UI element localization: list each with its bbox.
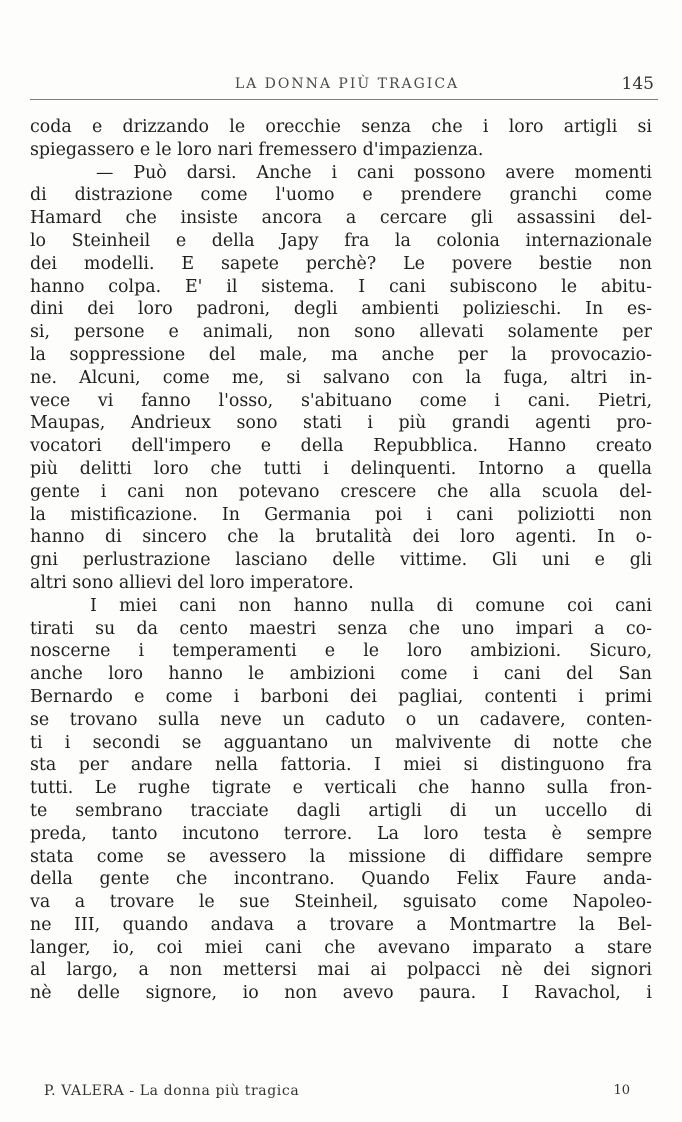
text-line: vece vi fanno l'osso, s'abituano come i cani. Pietri, [30,390,652,411]
text-line: nè delle signore, io non avevo paura. I Ravachol, i [30,983,652,1004]
page-number: 145 [621,74,654,94]
text-line: gni perlustrazione lasciano delle vittime. Gli uni e gli [30,550,652,571]
text-line: coda e drizzando le orecchie senza che i loro artigli si [30,117,652,137]
text-line: stata come se avessero la missione di diffidare sempre [30,846,652,867]
text-line: anche loro hanno le ambizioni come i cani del San [30,664,652,685]
text-line: si, persone e animali, non sono allevati solamente per [30,322,652,343]
text-line: la mistificazione. In Germania poi i cani poliziotti non [30,504,652,525]
text-line: Hamard che insiste ancora a cercare gli assassini del- [30,208,652,229]
text-line: al largo, a non mettersi mai ai polpacci nè dei signori [30,960,652,981]
text-line: sta per andare nella fattoria. I miei si distinguono fra [30,755,652,776]
text-line: dei modelli. E sapete perchè? Le povere bestie non [30,253,652,274]
signature-mark: 10 [613,1083,630,1098]
text-line: hanno colpa. E' il sistema. I cani subiscono le abitu- [30,276,652,297]
text-line: Bernardo e come i barboni dei pagliai, contenti i primi [30,686,652,707]
text-line: ti i secondi se agguantano un malvivente di notte che [30,732,652,753]
text-line: ne III, quando andava a trovare a Montmartre la Bel- [30,914,652,935]
text-line: hanno di sincero che la brutalità dei loro agenti. In o- [30,527,652,548]
text-line: tirati su da cento maestri senza che uno impari a co- [30,618,652,639]
footer-author-title: P. VALERA - La donna più tragica [44,1083,300,1099]
header-rule [30,99,658,100]
text-line: — Può darsi. Anche i cani possono avere momenti [96,162,652,183]
text-line: la soppressione del male, ma anche per la provocazio- [30,344,652,365]
text-line: te sembrano tracciate dagli artigli di un uccello di [30,800,652,821]
text-line: gente i cani non potevano crescere che alla scuola del- [30,481,652,502]
text-line: più delitti loro che tutti i delinquenti. Intorno a quella [30,458,652,479]
body-text [30,116,652,1005]
text-line: altri sono allievi del loro imperatore. [30,572,354,593]
text-line: dini dei loro padroni, degli ambienti polizieschi. In es- [30,299,652,320]
running-title: LA DONNA PIÙ TRAGICA [234,76,460,92]
text-line: se trovano sulla neve un caduto o un cadavere, conten- [30,709,652,730]
text-line: della gente che incontrano. Quando Felix Faure anda- [30,869,652,890]
text-line: preda, tanto incutono terrore. La loro testa è sempre [30,823,652,844]
page-footer [44,1083,630,1105]
text-line: spiegassero e le loro nari fremessero d'impazienza. [30,139,484,160]
text-line: Maupas, Andrieux sono stati i più grandi agenti pro- [30,413,652,434]
text-line: I miei cani non hanno nulla di comune coi cani [90,595,652,616]
text-line: langer, io, coi miei cani che avevano imparato a stare [30,937,652,958]
text-line: lo Steinheil e della Japy fra la colonia internazionale [30,230,652,251]
text-line: vocatori dell'impero e della Repubblica. Hanno creato [30,436,652,457]
text-line: di distrazione come l'uomo e prendere granchi come [30,185,652,206]
text-line: va a trovare le sue Steinheil, sguisato come Napoleo- [30,892,652,913]
running-header [36,74,658,98]
text-line: tutti. Le rughe tigrate e verticali che hanno sulla fron- [30,778,652,799]
text-line: noscerne i temperamenti e le loro ambizioni. Sicuro, [30,641,652,662]
text-line: ne. Alcuni, come me, si salvano con la fuga, altri in- [30,367,652,388]
